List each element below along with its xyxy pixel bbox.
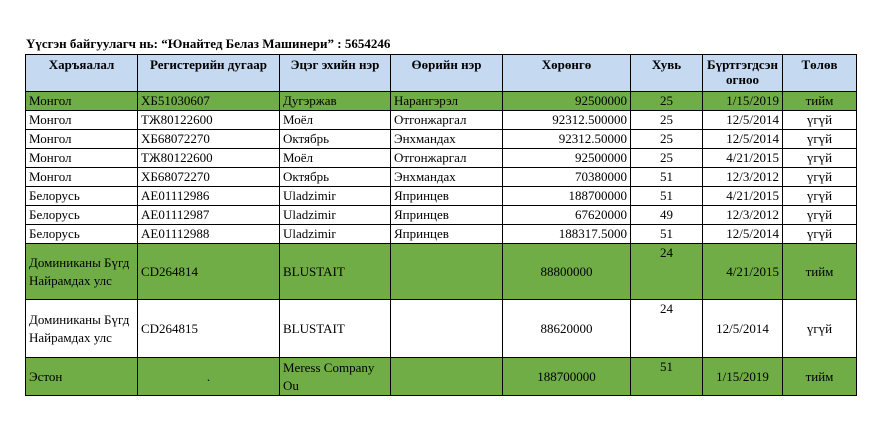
cell-registration-number: CD264815 bbox=[138, 300, 280, 358]
cell-share: 49 bbox=[631, 206, 703, 225]
table-row bbox=[26, 168, 857, 187]
cell-parent-name: Моёл bbox=[280, 149, 391, 168]
cell-share: 51 bbox=[631, 168, 703, 187]
cell-given-name: Отгонжаргал bbox=[391, 111, 503, 130]
cell-parent-name: Uladzimir bbox=[280, 225, 391, 244]
cell-status: үгүй bbox=[783, 111, 857, 130]
header-row bbox=[26, 55, 857, 92]
cell-registered-date: 12/5/2014 bbox=[703, 300, 783, 358]
cell-status: үгүй bbox=[783, 168, 857, 187]
cell-status: үгүй bbox=[783, 300, 857, 358]
cell-share: 25 bbox=[631, 92, 703, 111]
cell-registration-number: ХБ68072270 bbox=[138, 168, 280, 187]
cell-parent-name: Моёл bbox=[280, 111, 391, 130]
cell-registration-number: CD264814 bbox=[138, 244, 280, 300]
table-row bbox=[26, 300, 857, 358]
cell-jurisdiction: Белорусь bbox=[26, 225, 138, 244]
cell-parent-name: Uladzimir bbox=[280, 187, 391, 206]
cell-registration-number: АЕ01112987 bbox=[138, 206, 280, 225]
header-registered-date: Бүртгэгдсэн огноо bbox=[703, 55, 783, 92]
cell-registration-number: АЕ01112986 bbox=[138, 187, 280, 206]
cell-share: 25 bbox=[631, 111, 703, 130]
cell-jurisdiction: Эстон bbox=[26, 358, 138, 396]
cell-jurisdiction: Монгол bbox=[26, 130, 138, 149]
header-share: Хувь bbox=[631, 55, 703, 92]
cell-status: үгүй bbox=[783, 206, 857, 225]
cell-jurisdiction: Белорусь bbox=[26, 187, 138, 206]
cell-assets: 92500000 bbox=[503, 92, 631, 111]
shareholders-table bbox=[25, 54, 857, 396]
cell-registered-date: 1/15/2019 bbox=[703, 92, 783, 111]
table-row bbox=[26, 149, 857, 168]
cell-jurisdiction: Белорусь bbox=[26, 206, 138, 225]
cell-status: тийм bbox=[783, 244, 857, 300]
table-row bbox=[26, 92, 857, 111]
cell-share: 24 bbox=[631, 244, 703, 300]
cell-given-name bbox=[391, 300, 503, 358]
header-assets: Хөрөнгө bbox=[503, 55, 631, 92]
cell-given-name: Япринцев bbox=[391, 206, 503, 225]
header-parent-name: Эцэг эхийн нэр bbox=[280, 55, 391, 92]
cell-jurisdiction: Монгол bbox=[26, 168, 138, 187]
cell-registered-date: 12/5/2014 bbox=[703, 111, 783, 130]
cell-given-name: Нарангэрэл bbox=[391, 92, 503, 111]
cell-given-name bbox=[391, 244, 503, 300]
cell-assets: 88800000 bbox=[503, 244, 631, 300]
cell-parent-name: Meress Company Ou bbox=[280, 358, 391, 396]
cell-given-name: Япринцев bbox=[391, 225, 503, 244]
cell-registered-date: 12/3/2012 bbox=[703, 168, 783, 187]
header-status: Төлөв bbox=[783, 55, 857, 92]
table-row bbox=[26, 130, 857, 149]
cell-share: 51 bbox=[631, 187, 703, 206]
cell-jurisdiction: Монгол bbox=[26, 149, 138, 168]
cell-registration-number: ТЖ80122600 bbox=[138, 111, 280, 130]
table-row bbox=[26, 187, 857, 206]
cell-assets: 88620000 bbox=[503, 300, 631, 358]
cell-parent-name: Uladzimir bbox=[280, 206, 391, 225]
table-row bbox=[26, 358, 857, 396]
cell-status: тийм bbox=[783, 358, 857, 396]
header-registration-number: Регистерийн дугаар bbox=[138, 55, 280, 92]
cell-given-name: Отгонжаргал bbox=[391, 149, 503, 168]
cell-registered-date: 12/5/2014 bbox=[703, 225, 783, 244]
cell-status: тийм bbox=[783, 92, 857, 111]
cell-assets: 188317.5000 bbox=[503, 225, 631, 244]
cell-assets: 188700000 bbox=[503, 358, 631, 396]
cell-registered-date: 4/21/2015 bbox=[703, 149, 783, 168]
header-jurisdiction: Харъяалал bbox=[26, 55, 138, 92]
cell-given-name: Япринцев bbox=[391, 187, 503, 206]
cell-assets: 67620000 bbox=[503, 206, 631, 225]
cell-share: 51 bbox=[631, 358, 703, 396]
cell-assets: 92312.50000 bbox=[503, 130, 631, 149]
cell-assets: 92500000 bbox=[503, 149, 631, 168]
document-title: Үүсгэн байгуулагч нь: “Юнайтед Белаз Машинери” : 5654246 bbox=[26, 36, 391, 51]
cell-jurisdiction: Доминиканы Бүгд Найрамдах улс bbox=[26, 300, 138, 358]
cell-status: үгүй bbox=[783, 187, 857, 206]
cell-registration-number: . bbox=[138, 358, 280, 396]
cell-registration-number: ТЖ80122600 bbox=[138, 149, 280, 168]
cell-share: 25 bbox=[631, 149, 703, 168]
cell-given-name: Энхмандах bbox=[391, 130, 503, 149]
table-row bbox=[26, 206, 857, 225]
cell-given-name: Энхмандах bbox=[391, 168, 503, 187]
cell-given-name bbox=[391, 358, 503, 396]
table-row bbox=[26, 244, 857, 300]
cell-registration-number: ХБ51030607 bbox=[138, 92, 280, 111]
cell-registered-date: 12/3/2012 bbox=[703, 206, 783, 225]
cell-registered-date: 4/21/2015 bbox=[703, 187, 783, 206]
cell-jurisdiction: Монгол bbox=[26, 111, 138, 130]
header-given-name: Өөрийн нэр bbox=[391, 55, 503, 92]
cell-jurisdiction: Доминиканы Бүгд Найрамдах улс bbox=[26, 244, 138, 300]
cell-registration-number: ХБ68072270 bbox=[138, 130, 280, 149]
cell-share: 51 bbox=[631, 225, 703, 244]
cell-jurisdiction: Монгол bbox=[26, 92, 138, 111]
cell-assets: 188700000 bbox=[503, 187, 631, 206]
cell-registered-date: 12/5/2014 bbox=[703, 130, 783, 149]
cell-registration-number: АЕ01112988 bbox=[138, 225, 280, 244]
cell-assets: 92312.500000 bbox=[503, 111, 631, 130]
cell-parent-name: BLUSTAIT bbox=[280, 300, 391, 358]
cell-status: үгүй bbox=[783, 149, 857, 168]
cell-parent-name: BLUSTAIT bbox=[280, 244, 391, 300]
cell-status: үгүй bbox=[783, 130, 857, 149]
cell-status: үгүй bbox=[783, 225, 857, 244]
cell-parent-name: Дугэржав bbox=[280, 92, 391, 111]
cell-share: 24 bbox=[631, 300, 703, 358]
cell-registered-date: 4/21/2015 bbox=[703, 244, 783, 300]
cell-share: 25 bbox=[631, 130, 703, 149]
cell-assets: 70380000 bbox=[503, 168, 631, 187]
cell-parent-name: Октябрь bbox=[280, 130, 391, 149]
cell-parent-name: Октябрь bbox=[280, 168, 391, 187]
table-row bbox=[26, 225, 857, 244]
table-row bbox=[26, 111, 857, 130]
cell-registered-date: 1/15/2019 bbox=[703, 358, 783, 396]
